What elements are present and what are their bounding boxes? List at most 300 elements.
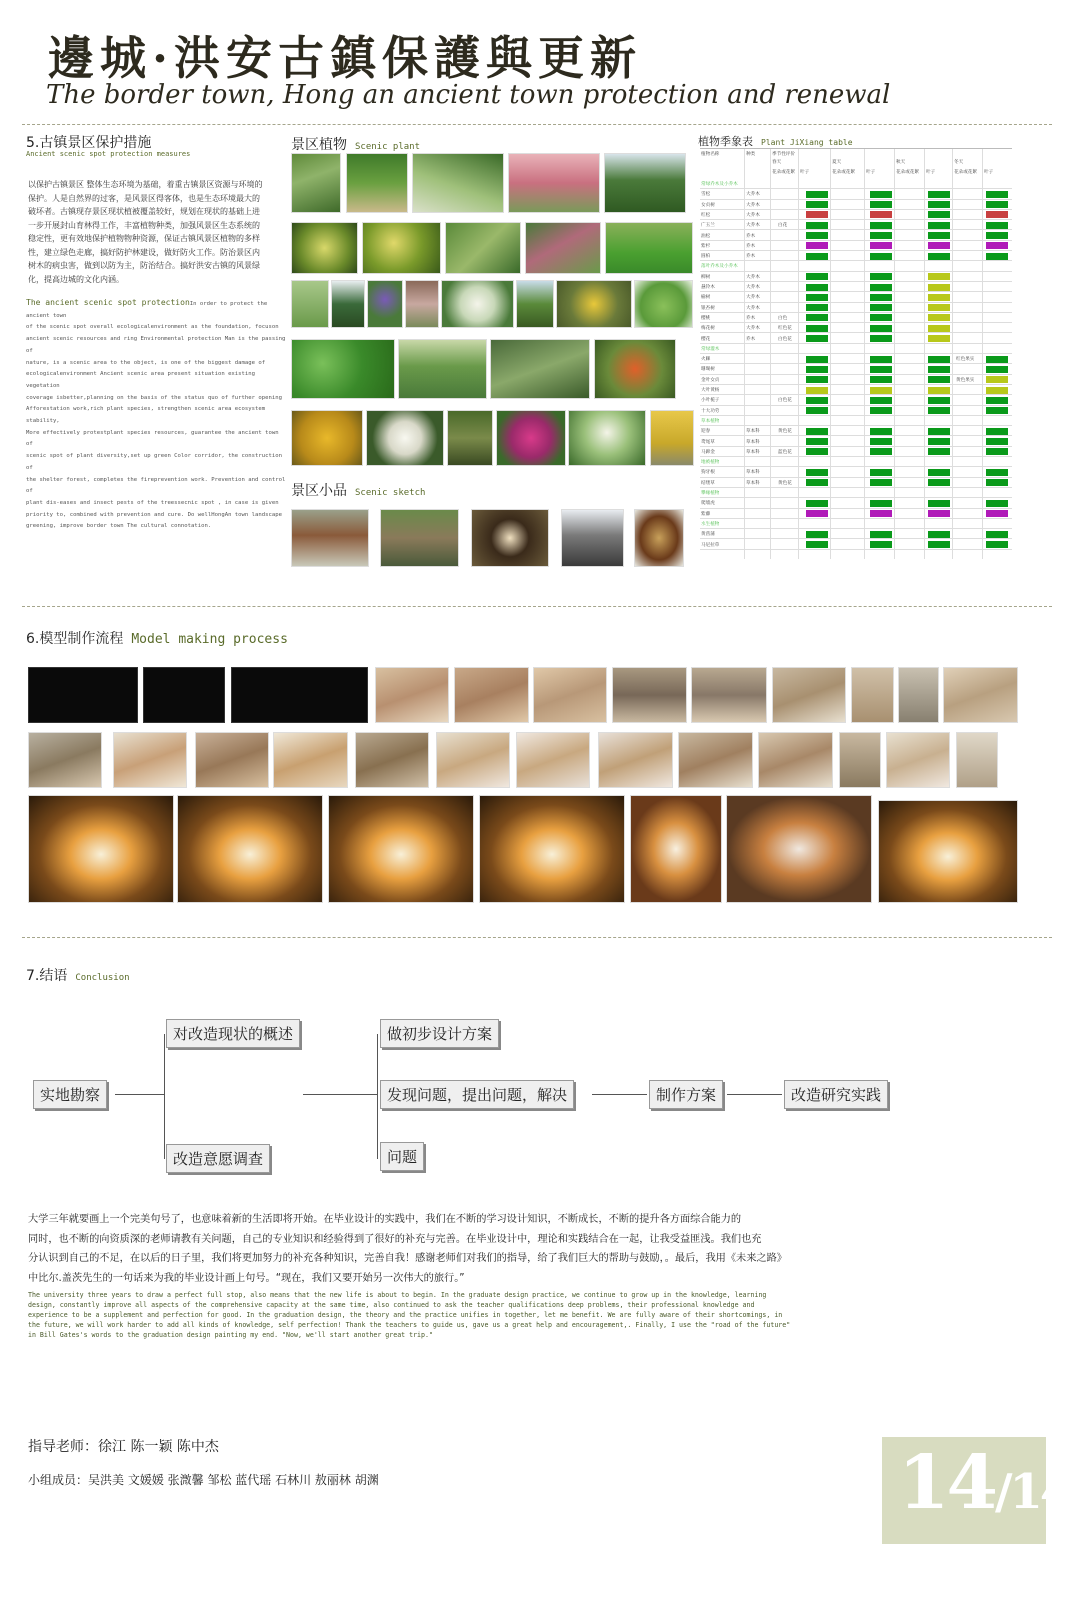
season-mark <box>870 397 892 404</box>
category-label: 落叶乔木及小乔木 <box>701 264 738 270</box>
plant-name: 银杏树 <box>701 305 715 311</box>
season-mark <box>870 284 892 291</box>
season-mark <box>806 407 828 414</box>
text-line <box>26 369 288 392</box>
sketch-photo <box>471 509 549 567</box>
season-mark <box>986 191 1008 198</box>
plant-photo <box>362 222 441 274</box>
season-mark <box>928 222 950 229</box>
text-line <box>26 475 288 498</box>
table-header-cell: 夏天 <box>832 160 842 165</box>
plant-name: 雪松 <box>701 192 711 198</box>
table-header-cell: 花朵或花絮 <box>954 170 977 175</box>
plant-photo <box>594 339 676 399</box>
flower-note: 白色 <box>778 315 788 321</box>
table-header-cell: 植物名称 <box>701 152 720 157</box>
sketch-heading: 景区小品 Scenic sketch <box>291 483 426 499</box>
season-mark <box>928 541 950 548</box>
plant-name: 大叶黄杨 <box>701 388 720 393</box>
season-mark <box>928 314 950 321</box>
sketch-photo <box>634 509 684 567</box>
category-label: 水生植物 <box>701 521 720 527</box>
text-line <box>26 358 288 370</box>
table-row <box>700 354 1012 364</box>
plant-name: 油松 <box>701 233 711 239</box>
table-row <box>700 334 1012 344</box>
flower-note: 蓝色花 <box>778 449 792 455</box>
page-title: 邊城·洪安古鎮保護與更新 <box>48 31 643 85</box>
sketch-photo <box>380 509 459 567</box>
table-row <box>700 395 1012 405</box>
plant-name: 结缕草 <box>701 480 715 486</box>
season-mark <box>806 222 828 229</box>
season-mark <box>986 232 1008 239</box>
season-mark <box>870 387 892 394</box>
season-mark <box>928 242 950 249</box>
plant-name: 小叶栀子 <box>701 398 720 404</box>
season-mark <box>870 314 892 321</box>
text-segment: nature, is a scenic area to the object, is one of the biggest damage of <box>26 359 266 366</box>
season-mark <box>870 541 892 548</box>
flow-problem: 发现问题，提出问题，解决 <box>380 1080 574 1109</box>
section5-heading: 5.古镇景区保护措施 <box>26 135 152 151</box>
text-segment: ancient scenic resources and ring Environmental protection Man is the passing of <box>26 336 286 354</box>
season-mark <box>928 366 950 373</box>
category-label: 地被植物 <box>701 460 720 466</box>
plant-photo <box>650 410 694 466</box>
season-mark <box>928 448 950 455</box>
plant-type: 草本科 <box>746 470 760 476</box>
season-mark <box>928 356 950 363</box>
category-label: 攀缘植物 <box>701 491 720 496</box>
season-mark <box>928 500 950 507</box>
table-category-row <box>700 416 1012 426</box>
season-mark <box>928 335 950 342</box>
category-label: 常绿乔木及小乔木 <box>701 182 738 187</box>
plant-name: 樱花 <box>701 336 711 342</box>
flow-connector <box>592 1094 647 1095</box>
lit-model-photo <box>479 795 625 903</box>
text-line: in Bill Gates's words to the graduation design painting my end. "Now, we'll start another great trip." <box>28 1331 433 1339</box>
plant-name: 紫杉 <box>701 243 711 249</box>
season-mark <box>806 469 828 476</box>
season-mark <box>986 448 1008 455</box>
conclusion-body-cn <box>28 1210 888 1288</box>
text-line: 稳定性，更有效地保护植物物种资源，保证古镇风景区植物的多样 <box>28 234 260 243</box>
table-header-cell: 春天 <box>772 160 782 165</box>
text-line: 性，建立绿色走廊，搞好防护林建设，做好防火工作。防治景区内 <box>28 247 260 257</box>
text-segment: In order to protect the ancient town <box>26 301 268 319</box>
plant-type: 大乔木 <box>746 305 760 311</box>
plant-photo <box>604 153 686 213</box>
season-mark <box>986 438 1008 445</box>
season-mark <box>806 438 828 445</box>
season-mark <box>806 191 828 198</box>
plant-type: 大乔木 <box>746 223 760 229</box>
table-row <box>700 303 1012 313</box>
season-mark <box>806 376 828 383</box>
model-photo <box>355 732 429 788</box>
season-mark <box>806 428 828 435</box>
text-segment: ecologicalenvironment Ancient scenic area present situation existing vegetation <box>26 371 256 389</box>
season-mark <box>806 335 828 342</box>
lit-model-photo <box>630 795 722 903</box>
text-line <box>26 428 288 451</box>
model-photo <box>943 667 1018 723</box>
flow-connector <box>727 1094 782 1095</box>
cad-drawing <box>143 667 225 723</box>
table-category-row <box>700 457 1012 467</box>
season-mark <box>870 253 892 260</box>
plant-type: 草本科 <box>746 449 760 455</box>
season-mark <box>986 366 1008 373</box>
table-row <box>700 385 1012 395</box>
text-line <box>26 334 288 357</box>
plant-name: 狗牙根 <box>701 470 715 476</box>
flow-prelim: 做初步设计方案 <box>380 1019 499 1048</box>
season-mark <box>928 253 950 260</box>
season-mark <box>986 407 1008 414</box>
season-mark <box>928 479 950 486</box>
season-mark <box>986 397 1008 404</box>
divider <box>22 124 1052 125</box>
season-mark <box>986 387 1008 394</box>
text-line: 同时，也不断的向资质深的老师请教有关问题，自己的专业知识和经验得到了很好的补充与完善。在毕业设计中，理论和实践结合在一起，让我受益匪浅。我们也充 <box>28 1233 762 1245</box>
season-mark <box>986 356 1008 363</box>
season-mark <box>986 479 1008 486</box>
season-mark <box>806 273 828 280</box>
table-row <box>700 406 1012 416</box>
table-row <box>700 210 1012 220</box>
plant-type: 乔木 <box>746 315 756 321</box>
text-segment: plant dis-eases and insect pests of the treessecnic spot , in case is given <box>26 499 279 506</box>
table-row <box>700 540 1012 550</box>
season-mark <box>870 531 892 538</box>
plant-photo <box>331 280 365 328</box>
page-number: 14/14 <box>898 1440 1071 1526</box>
table-row <box>700 292 1012 302</box>
section5-body-en <box>26 297 288 533</box>
model-photo <box>886 732 950 788</box>
model-photo <box>612 667 687 723</box>
lit-model-photo <box>177 795 323 903</box>
season-mark <box>870 356 892 363</box>
season-mark <box>806 304 828 311</box>
model-photo <box>851 667 894 723</box>
plant-name: 黄菖蒲 <box>701 532 715 538</box>
table-row <box>700 375 1012 385</box>
fruit-note: 黄色果实 <box>956 377 975 383</box>
season-mark <box>928 304 950 311</box>
table-category-row <box>700 261 1012 271</box>
season-mark <box>928 325 950 332</box>
table-category-row <box>700 179 1012 189</box>
plant-photo <box>398 339 487 399</box>
plant-type: 乔木 <box>746 233 756 239</box>
model-photo <box>195 732 269 788</box>
season-mark <box>870 407 892 414</box>
sketch-photo <box>561 509 624 567</box>
model-photo <box>598 732 673 788</box>
season-table-heading: 植物季象表 Plant JiXiang table <box>698 135 853 148</box>
plant-photo <box>568 410 646 466</box>
text-line: experience to be a supplement and perfection for good. In the graduation design, the theory and the practice unifies in together, let me benefit. We are fully aware of their shortcomings, in <box>28 1311 783 1319</box>
plant-name: 马蹄金 <box>701 449 715 455</box>
plant-photo <box>605 222 693 274</box>
lit-model-photo <box>328 795 474 903</box>
table-row <box>700 529 1012 539</box>
season-mark <box>986 541 1008 548</box>
text-line: the future, we will work harder to add all kinds of knowledge, self perfection! Thank the teachers to guide us, gave us a great help and encouragement,. Finally, I use the "road of the future" <box>28 1321 791 1329</box>
plant-name: 马尼拉草 <box>701 542 720 548</box>
table-header-cell: 叶子 <box>800 170 810 175</box>
season-mark <box>986 428 1008 435</box>
text-segment: coverage isbetter,planning on the basis of the status quo of further opening <box>26 394 282 401</box>
plant-name: 悬铃木 <box>701 285 715 290</box>
flow-connector <box>115 1094 165 1095</box>
flow-connector <box>164 1034 165 1159</box>
season-mark <box>928 232 950 239</box>
text-line <box>26 521 288 533</box>
season-mark <box>870 191 892 198</box>
text-line <box>26 451 288 474</box>
season-mark <box>806 211 828 218</box>
table-row <box>700 220 1012 230</box>
season-mark <box>986 253 1008 260</box>
lit-model-photo <box>878 800 1018 903</box>
plant-name: 金叶女贞 <box>701 377 720 383</box>
text-line: design, constantly improve all aspects of the comprehensive capacity at the same time, also continued to ask the teacher qualifications deep problems, their professional knowledge and <box>28 1301 755 1309</box>
flower-note: 白色花 <box>778 398 792 404</box>
plant-type: 草本科 <box>746 429 760 435</box>
table-row <box>700 509 1012 519</box>
flow-overview: 对改造现状的概述 <box>166 1019 300 1048</box>
season-mark <box>928 469 950 476</box>
text-line <box>26 393 288 405</box>
table-row <box>700 364 1012 374</box>
flow-connector <box>377 1034 378 1159</box>
lit-model-photo <box>28 795 174 903</box>
season-mark <box>806 366 828 373</box>
plant-photo <box>291 153 341 213</box>
table-header-cell: 种类 <box>746 152 756 157</box>
season-mark <box>870 242 892 249</box>
table-header-cell: 冬天 <box>954 160 964 165</box>
model-photo <box>839 732 881 788</box>
flow-practice: 改造研究实践 <box>784 1080 888 1109</box>
season-mark <box>870 304 892 311</box>
table-row <box>700 189 1012 199</box>
season-mark <box>928 407 950 414</box>
text-segment: scenic spot of plant diversity,set up green Color corridor, the construction of <box>26 453 282 471</box>
season-mark <box>928 201 950 208</box>
model-photo <box>956 732 998 788</box>
model-photo <box>516 732 590 788</box>
season-mark <box>928 211 950 218</box>
season-mark <box>806 253 828 260</box>
plant-name: 广玉兰 <box>701 223 715 229</box>
season-mark <box>986 469 1008 476</box>
table-row <box>700 231 1012 241</box>
season-mark <box>928 294 950 301</box>
season-mark <box>986 211 1008 218</box>
text-segment: More effectively protestplant species resources, guarantee the ancient town of <box>26 429 279 448</box>
table-header-cell: 叶子 <box>926 170 936 175</box>
season-mark <box>986 531 1008 538</box>
plant-photo <box>367 280 403 328</box>
season-mark <box>806 531 828 538</box>
season-mark <box>870 201 892 208</box>
plant-photo <box>291 222 358 274</box>
season-mark <box>806 356 828 363</box>
plant-photo <box>441 280 514 328</box>
plant-name: 十大功劳 <box>701 408 720 414</box>
season-mark <box>928 531 950 538</box>
season-mark <box>928 273 950 280</box>
season-mark <box>870 448 892 455</box>
season-mark <box>806 284 828 291</box>
page-subtitle: The border town, Hong an ancient town protection and renewal <box>46 80 891 110</box>
text-segment: Afforestation work,rich plant species, strengthen scenic area ecosystem stability, <box>26 406 266 425</box>
season-mark <box>870 294 892 301</box>
plant-photo <box>291 280 329 328</box>
fruit-note: 红色果实 <box>956 357 975 363</box>
season-mark <box>806 510 828 517</box>
table-row <box>700 282 1012 292</box>
text-segment: of the scenic spot overall ecologicalenvironment as the foundation, focuson <box>26 324 279 331</box>
season-mark <box>986 242 1008 249</box>
divider <box>22 606 1052 607</box>
section5-heading-en: Ancient scenic spot protection measures <box>26 150 191 158</box>
plants-heading: 景区植物 Scenic plant <box>291 137 421 153</box>
table-header-cell: 叶子 <box>984 170 994 175</box>
season-mark <box>806 397 828 404</box>
season-mark <box>870 510 892 517</box>
season-mark <box>870 428 892 435</box>
conclusion-body-en <box>28 1290 888 1340</box>
plant-type: 大乔木 <box>746 212 760 218</box>
flow-connector <box>303 1094 377 1095</box>
table-row <box>700 272 1012 282</box>
plant-name: 珊瑚树 <box>701 367 715 373</box>
plant-photo <box>516 280 554 328</box>
plant-photo <box>490 339 590 399</box>
text-line: 以保护古镇景区 整体生态环境为基础，着重古镇景区资源与环境的 <box>28 180 263 189</box>
table-row <box>700 200 1012 210</box>
model-photo <box>454 667 529 723</box>
table-row <box>700 437 1012 447</box>
season-mark <box>806 387 828 394</box>
plant-type: 乔木 <box>746 243 756 249</box>
plant-type: 大乔木 <box>746 192 760 198</box>
text-line <box>26 498 288 510</box>
lit-model-photo <box>726 795 872 903</box>
season-mark <box>928 438 950 445</box>
flow-willing: 改造意愿调查 <box>166 1144 270 1173</box>
table-row <box>700 478 1012 488</box>
plant-photo <box>445 222 521 274</box>
section6-heading: 6.模型制作流程 Model making process <box>26 631 288 647</box>
season-mark <box>870 500 892 507</box>
lead-text: The ancient scenic spot protection <box>26 298 190 307</box>
model-photo <box>772 667 846 723</box>
season-table <box>700 148 1012 558</box>
plant-photo <box>366 410 444 466</box>
season-mark <box>806 294 828 301</box>
table-row <box>700 313 1012 323</box>
season-mark <box>870 232 892 239</box>
plant-photo <box>291 339 395 399</box>
plant-photo <box>412 153 504 213</box>
text-line <box>26 322 288 334</box>
plant-name: 柳树 <box>701 274 711 280</box>
table-row <box>700 426 1012 436</box>
plant-name: 火棘 <box>701 357 711 363</box>
table-category-row <box>700 519 1012 529</box>
table-header-cell: 叶子 <box>866 170 876 175</box>
plant-type: 大乔木 <box>746 202 760 208</box>
flow-plan: 制作方案 <box>649 1080 723 1109</box>
season-mark <box>928 397 950 404</box>
text-line <box>26 404 288 427</box>
plant-type: 草本科 <box>746 439 760 445</box>
plant-name: 迎春 <box>701 429 711 435</box>
table-header-cell: 季节性评价 <box>772 152 795 157</box>
text-line: 一步开展封山育林得工作，丰富植物种类，加强风景区生态系统的 <box>28 220 260 230</box>
plant-name: 樱桃 <box>701 315 711 321</box>
season-mark <box>870 376 892 383</box>
plant-type: 草本科 <box>746 480 760 486</box>
text-segment: greening, improve border town The cultural connotation. <box>26 523 212 530</box>
season-mark <box>806 479 828 486</box>
plant-type: 乔木 <box>746 254 756 260</box>
season-mark <box>870 366 892 373</box>
season-mark <box>870 325 892 332</box>
season-mark <box>986 500 1008 507</box>
model-photo <box>898 667 939 723</box>
plant-name: 红松 <box>701 212 711 218</box>
plant-name: 女贞树 <box>701 202 715 208</box>
table-header-cell: 花朵或花絮 <box>896 170 919 175</box>
cad-drawing <box>231 667 368 723</box>
table-header-cell: 花朵或花絮 <box>832 170 855 175</box>
table-header-cell: 花朵或花絮 <box>772 170 795 175</box>
season-mark <box>928 510 950 517</box>
season-mark <box>870 469 892 476</box>
season-mark <box>986 201 1008 208</box>
season-mark <box>928 284 950 291</box>
teachers: 指导老师：徐江 陈一颖 陈中杰 <box>28 1439 219 1455</box>
plant-photo <box>447 410 493 466</box>
model-photo <box>113 732 187 788</box>
text-line: 大学三年就要画上一个完美句号了，也意味着新的生活即将开始。在毕业设计的实践中，我们在不断的学习设计知识，不断成长，不断的提升各方面综合能力的 <box>28 1214 742 1225</box>
text-line: 保护。人是自然界的过客，是风景区得客体，也是生态环境最大的 <box>28 193 260 203</box>
flow-problem-cont: 问题 <box>380 1142 424 1171</box>
flower-note: 黄色花 <box>778 429 792 435</box>
plant-type: 大乔木 <box>746 285 760 290</box>
table-category-row <box>700 344 1012 354</box>
plant-name: 紫藤 <box>701 511 711 517</box>
section5-body-cn <box>28 178 278 286</box>
flower-note: 红色花 <box>778 326 792 332</box>
text-line: The university three years to draw a perfect full stop, also means that the new life is about to begin. In the graduate design practice, we continue to grow up in the knowledge, learning <box>28 1291 767 1299</box>
season-mark <box>928 191 950 198</box>
category-label: 草本植物 <box>701 418 720 424</box>
season-mark <box>806 242 828 249</box>
members: 小组成员：吴洪美 文媛媛 张溦馨 邹松 蓝代瑶 石林川 敖丽林 胡渊 <box>28 1473 379 1487</box>
plant-type: 大乔木 <box>746 326 760 332</box>
plant-name: 榆树 <box>701 295 711 301</box>
